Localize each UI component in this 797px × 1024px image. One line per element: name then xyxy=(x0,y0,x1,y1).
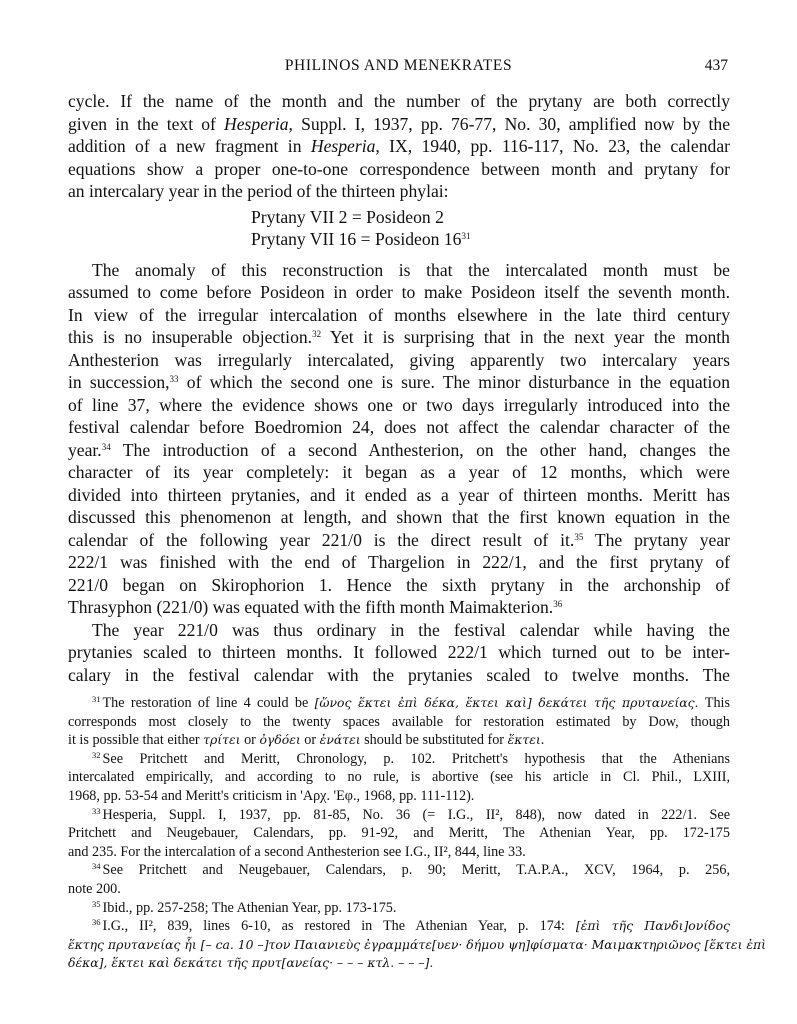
text-line: year.$^{34}$ The introduction of a second Anthesterion, on the other hand, changes the xyxy=(68,439,730,460)
footnote-line: ἕκτης πρυτανείας ἧι [– ca. 10 –]τον Παιανιεὺς ἐγραμμάτε[υεν· δήμου ψη]φίσματα· Μαιμακτηριῶνος [ἕκτει ἐπὶ xyxy=(68,936,767,952)
footnote-line: and 235. For the intercalation of a second Anthesterion see I.G., II², 844, line 33. xyxy=(68,843,526,860)
text-line: Anthesterion was irregularly intercalated, giving apparently two intercalary years xyxy=(68,349,730,370)
text-line: calary in the festival calendar with the prytanies scaled to twelve months. The xyxy=(68,664,730,685)
footnote-32: $^{32}$ See Pritchett and Meritt, Chronology, p. 102. Pritchett's hypothesis that the Athenians xyxy=(92,749,730,767)
text-line: an intercalary year in the period of the thirteen phylai: xyxy=(68,181,449,201)
footnotes xyxy=(68,694,767,973)
text-line: of line 37, where the evidence shows one or two days irregularly introduced into the xyxy=(68,394,730,415)
footnote-36: $^{36}$ I.G., II², 839, lines 6-10, as restored in The Athenian Year, p. 174: [ἐπὶ τῆς Πανδι]ονίδος xyxy=(92,917,730,935)
text-line: assumed to come before Posideon in order to make Posideon itself the seventh month. xyxy=(68,282,730,302)
footnote-34: $^{34}$ See Pritchett and Neugebauer, Calendars, p. 90; Meritt, T.A.P.A., XCV, 1964, p. 256, xyxy=(92,861,730,879)
text-line: 222/1 was finished with the end of Thargelion in 222/1, and the first prytany of xyxy=(68,552,730,572)
text-line: prytanies scaled to thirteen months. It followed 222/1 which turned out to be inter- xyxy=(68,642,730,662)
text-line: calendar of the following year 221/0 is the direct result of it.$^{35}$ The prytany year xyxy=(68,529,730,550)
footnote-line: note 200. xyxy=(68,880,121,897)
note-ref-31: 31 xyxy=(461,231,471,241)
footnote-line: corresponds most closely to the twenty spaces available for restoration estimated by Dow, though xyxy=(68,713,730,730)
calendar-equations xyxy=(251,206,730,251)
text-line: cycle. If the name of the month and the number of the prytany are both correctly xyxy=(68,91,730,111)
footnote-line: intercalated empirically, and according to no rule, is abortive (see his article in Cl. Phil., LXIII, xyxy=(68,769,730,786)
footnote-line: Pritchett and Neugebauer, Calendars, pp. 91-92, and Meritt, The Athenian Year, pp. 172-175 xyxy=(68,825,730,842)
text-line: given in the text of Hesperia, Suppl. I, 1937, pp. 76-77, No. 30, amplified now by the xyxy=(68,113,731,134)
text-line: character of its year completely: it began as a year of 12 months, which were xyxy=(68,462,730,482)
text-line: festival calendar before Boedromion 24, does not affect the calendar character of the xyxy=(68,417,730,437)
text-line: In view of the irregular intercalation of months elsewhere in the late third century xyxy=(68,304,730,325)
text-line: discussed this phenomenon at length, and shown that the first known equation in the xyxy=(68,507,730,527)
footnote-line: 1968, pp. 53-54 and Meritt's criticism in 'Αρχ. 'Εφ., 1968, pp. 111-112). xyxy=(68,787,475,804)
footnote-35: $^{35}$ Ibid., pp. 257-258; The Athenian Year, pp. 173-175. xyxy=(92,898,397,916)
footnote-line: δέκα], ἕκτει καὶ δεκάτει τῆς πρυτ[ανείας· – – – κτλ. – – –]. xyxy=(68,955,434,971)
equation-2: Prytany VII 16 = Posideon $16^{31}$ xyxy=(251,229,471,249)
main-text xyxy=(68,90,730,686)
text-line: this is no insuperable objection.$^{32}$ Yet it is surprising that in the next year the month xyxy=(68,327,730,347)
equation-1: Prytany VII 2 = Posideon 2 xyxy=(251,206,444,227)
running-header xyxy=(0,57,797,79)
footnote-31: $^{31}$ The restoration of line 4 could be [ὥνος ἕκτει ἐπὶ δέκα, ἕκτει καὶ] δεκάτει τῆς πρυτανείας. This xyxy=(92,694,730,711)
text-line: The anomaly of this reconstruction is that the intercalated month must be xyxy=(92,259,730,280)
page-number: 437 xyxy=(704,57,728,74)
text-line: divided into thirteen prytanies, and it ended as a year of thirteen months. Meritt has xyxy=(68,484,730,505)
text-line: in succession,$^{33}$ of which the second one is sure. The minor disturbance in the equation xyxy=(68,372,730,392)
running-title: PHILINOS AND MENEKRATES xyxy=(284,57,513,74)
text-line: addition of a new fragment in Hesperia, IX, 1940, pp. 116-117, No. 23, the calendar xyxy=(68,136,731,156)
text-line: The year 221/0 was thus ordinary in the festival calendar while having the xyxy=(92,619,730,640)
footnote-33: $^{33}$ Hesperia, Suppl. I, 1937, pp. 81-85, No. 36 (= I.G., II², 848), now dated in 222/1. See xyxy=(92,805,730,823)
text-line: Thrasyphon (221/0) was equated with the fifth month Maimakterion.$^{36}$ xyxy=(68,597,563,617)
text-line: 221/0 began on Skirophorion 1. Hence the sixth prytany in the archonship of xyxy=(68,574,730,595)
text-line: equations show a proper one-to-one correspondence between month and prytany for xyxy=(68,158,730,179)
footnote-line: it is possible that either τρίτει or ὀγδόει or ἐνάτει should be substituted for ἕκτει. xyxy=(68,732,545,749)
